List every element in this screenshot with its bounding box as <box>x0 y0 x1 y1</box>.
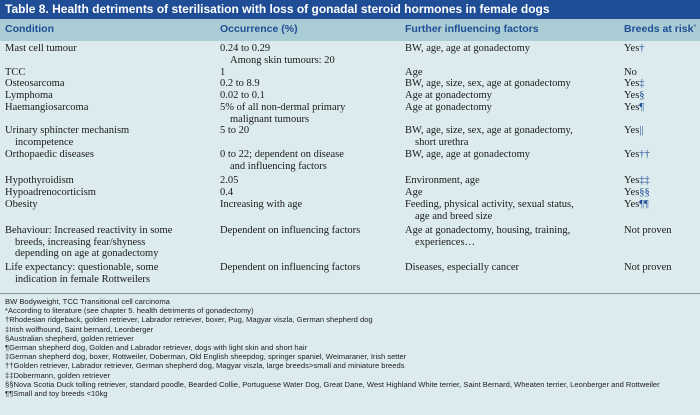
table-title: Table 8. Health detriments of sterilisation with loss of gonadal steroid hormones in female dogs <box>0 0 700 19</box>
header-condition: Condition <box>5 23 54 35</box>
cell-factors <box>405 125 573 148</box>
cell-condition <box>5 102 88 114</box>
footnote: ‡‡Dobermann, golden retriever <box>5 370 111 380</box>
cell-factors-line: BW, age, age at gonadectomy <box>405 43 530 54</box>
cell-condition-line: Life expectancy: questionable, some <box>5 262 159 273</box>
cell-occurrence <box>220 102 345 125</box>
footnote: ¶German shepherd dog, Golden and Labrador retriever, dogs with light skin and short hair <box>5 343 308 353</box>
cell-condition-line: indication in female Rottweilers <box>15 273 151 285</box>
cell-occurrence-line: 0.4 <box>220 187 234 198</box>
cell-condition-line: TCC <box>5 67 26 78</box>
cell-condition-line: Osteosarcoma <box>5 78 65 89</box>
footnote-marker: || <box>639 125 644 136</box>
header-breeds: Breeds at risk* <box>624 23 697 35</box>
footnote-marker: ¶¶ <box>639 199 649 210</box>
cell-condition-line: Urinary sphincter mechanism <box>5 125 130 136</box>
cell-condition-line: Hypothyroidism <box>5 175 74 186</box>
cell-occurrence <box>220 43 335 66</box>
footnote: ‡German shepherd dog, boxer, Rottweiler, Doberman, Old English sheepdog, springer spaniel, Weimaraner, Irish setter <box>5 352 407 362</box>
table-header-row <box>0 19 700 41</box>
cell-condition-line: breeds, increasing fear/shyness <box>15 236 146 248</box>
breeds-value: Yes <box>624 78 640 89</box>
cell-factors <box>405 175 480 187</box>
cell-condition-line: Hypoadrenocorticism <box>5 187 96 198</box>
cell-factors-line: age and breed size <box>415 210 493 222</box>
footnote-marker: †† <box>639 149 650 160</box>
cell-factors <box>405 90 492 102</box>
footnote: §§Nova Scotia Duck tolling retriever, standard poodle, Bearded Collie, Portuguese Water Dog, Great Dane, West Highland White terrier, Saint Bernard, Wheaten terrier, Leonberger and Rottweiler <box>5 379 660 389</box>
cell-occurrence-line: 1 <box>220 67 226 78</box>
cell-occurrence-line: 0.02 to 0.1 <box>220 90 265 101</box>
cell-occurrence-line: Dependent on influencing factors <box>220 262 361 273</box>
footnote-marker: § <box>639 90 645 101</box>
cell-occurrence-line: 2.05 <box>220 175 239 186</box>
breeds-value: Not proven <box>624 262 672 273</box>
cell-condition-line: Mast cell tumour <box>5 43 77 54</box>
footnote: ††Golden retriever, Labrador retriever, German shepherd dog, Magyar viszla, large breeds>small and miniature breeds <box>5 361 405 371</box>
cell-occurrence <box>220 225 360 237</box>
cell-breeds <box>624 78 645 90</box>
cell-factors <box>405 149 530 161</box>
cell-condition-line: Behaviour: Increased reactivity in some <box>5 225 173 236</box>
cell-occurrence-line: Increasing with age <box>220 199 303 210</box>
footnote: †Rhodesian ridgeback, golden retriever, Labrador retriever, boxer, Pug, Magyar viszla, German shepherd dog <box>5 315 373 325</box>
breeds-value: Yes <box>624 149 640 160</box>
cell-occurrence-line: 0 to 22; dependent on disease <box>220 149 344 160</box>
cell-occurrence-line: and influencing factors <box>230 160 327 172</box>
cell-factors-line: short urethra <box>415 136 469 148</box>
cell-breeds <box>624 125 644 137</box>
cell-factors <box>405 199 574 222</box>
cell-occurrence <box>220 149 344 172</box>
cell-breeds <box>624 67 637 79</box>
cell-condition <box>5 125 129 148</box>
footnote-marker: † <box>639 43 645 54</box>
breeds-value: Yes <box>624 199 640 210</box>
footnote: §Australian shepherd, golden retriever <box>5 333 134 343</box>
cell-occurrence-line: Dependent on influencing factors <box>220 225 361 236</box>
breeds-value: Yes <box>624 90 640 101</box>
cell-factors-line: experiences… <box>415 236 476 248</box>
cell-condition <box>5 262 158 285</box>
cell-factors <box>405 262 519 274</box>
cell-factors <box>405 102 492 114</box>
footnote-marker: ‡ <box>639 78 645 89</box>
cell-factors-line: Age at gonadectomy <box>405 102 492 113</box>
footnote: *According to literature (see chapter 5. health detriments of gonadectomy) <box>5 306 254 316</box>
cell-breeds <box>624 102 644 114</box>
cell-breeds <box>624 175 650 187</box>
cell-factors <box>405 67 423 79</box>
cell-condition <box>5 225 172 260</box>
cell-occurrence-line: Among skin tumours: 20 <box>230 54 335 66</box>
cell-occurrence-line: 0.24 to 0.29 <box>220 43 271 54</box>
cell-condition <box>5 187 96 199</box>
cell-condition-line: incompetence <box>15 136 74 148</box>
cell-condition <box>5 149 94 161</box>
cell-occurrence <box>220 67 225 79</box>
cell-condition-line: Lymphoma <box>5 90 53 101</box>
footnote: BW Bodyweight, TCC Transitional cell carcinoma <box>5 297 170 306</box>
cell-factors <box>405 187 423 199</box>
cell-occurrence-line: malignant tumours <box>230 113 310 125</box>
cell-occurrence <box>220 78 260 90</box>
cell-factors-line: Age <box>405 67 423 78</box>
cell-occurrence <box>220 90 265 102</box>
cell-factors-line: Age at gonadectomy, housing, training, <box>405 225 571 236</box>
cell-breeds <box>624 43 645 55</box>
cell-occurrence-line: 5% of all non-dermal primary <box>220 102 346 113</box>
breeds-value: Yes <box>624 175 640 186</box>
cell-condition <box>5 175 74 187</box>
cell-factors-line: Feeding, physical activity, sexual status, <box>405 199 574 210</box>
table-bottom-rule <box>0 293 700 294</box>
cell-factors-line: Age at gonadectomy <box>405 90 492 101</box>
breeds-value: Yes <box>624 102 640 113</box>
cell-breeds <box>624 90 645 102</box>
cell-condition-line: depending on age at gonadectomy <box>15 248 159 260</box>
breeds-value: Not proven <box>624 225 672 236</box>
cell-occurrence <box>220 187 233 199</box>
breeds-value: Yes <box>624 43 640 54</box>
cell-breeds <box>624 199 649 211</box>
cell-breeds <box>624 149 650 161</box>
cell-occurrence <box>220 175 238 187</box>
cell-occurrence <box>220 125 249 137</box>
cell-condition-line: Orthopaedic diseases <box>5 149 94 160</box>
cell-breeds <box>624 225 672 237</box>
breeds-value: No <box>624 67 637 78</box>
footnote-marker: ‡‡ <box>639 175 650 186</box>
header-factors: Further influencing factors <box>405 23 539 35</box>
breeds-value: Yes <box>624 125 640 136</box>
footnotes <box>0 297 700 398</box>
cell-condition <box>5 43 77 55</box>
footnote: ‡Irish wolfhound, Saint bernard, Leonberger <box>5 324 154 334</box>
cell-occurrence <box>220 199 302 211</box>
cell-factors <box>405 225 570 248</box>
footnote-marker: §§ <box>639 187 650 198</box>
footnote: ¶¶Small and toy breeds <10kg <box>5 389 108 399</box>
cell-occurrence-line: 5 to 20 <box>220 125 250 136</box>
cell-factors-line: BW, age, age at gonadectomy <box>405 149 530 160</box>
breeds-value: Yes <box>624 187 640 198</box>
cell-breeds <box>624 187 650 199</box>
cell-factors-line: Diseases, especially cancer <box>405 262 519 273</box>
cell-condition <box>5 78 64 90</box>
cell-factors <box>405 43 530 55</box>
cell-condition <box>5 199 38 211</box>
cell-occurrence <box>220 262 360 274</box>
cell-breeds <box>624 262 672 274</box>
cell-condition <box>5 67 25 79</box>
cell-factors <box>405 78 571 90</box>
header-occurrence: Occurrence (%) <box>220 23 298 35</box>
cell-factors-line: Environment, age <box>405 175 480 186</box>
cell-condition-line: Obesity <box>5 199 38 210</box>
cell-occurrence-line: 0.2 to 8.9 <box>220 78 260 89</box>
cell-condition <box>5 90 53 102</box>
table-body <box>0 41 700 291</box>
cell-factors-line: BW, age, size, sex, age at gonadectomy <box>405 78 571 89</box>
cell-condition-line: Haemangiosarcoma <box>5 102 89 113</box>
footnote-marker: ¶ <box>639 102 645 113</box>
cell-factors-line: Age <box>405 187 423 198</box>
cell-factors-line: BW, age, size, sex, age at gonadectomy, <box>405 125 573 136</box>
